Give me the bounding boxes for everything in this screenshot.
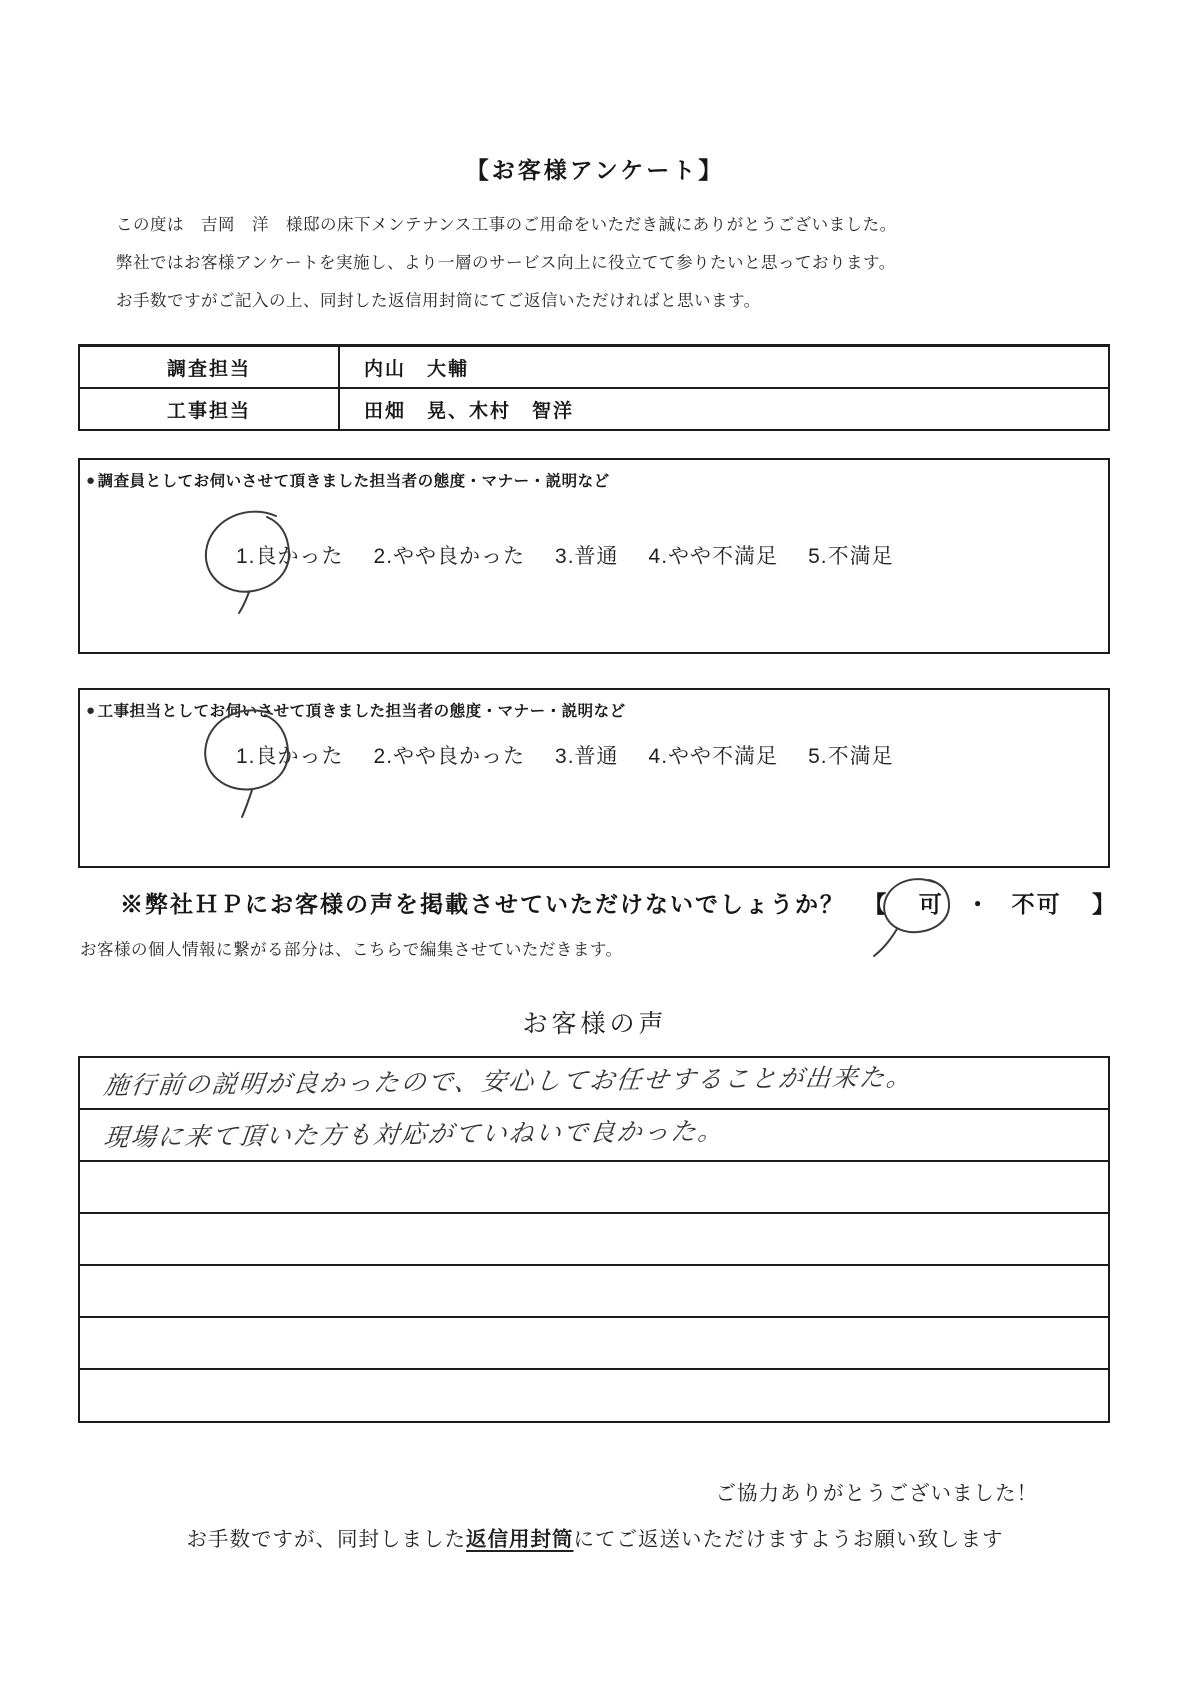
rating-option-2: 2.やや良かった <box>373 545 526 568</box>
voice-row-3 <box>80 1162 1108 1214</box>
rating-option-5: 5.不満足 <box>808 545 894 568</box>
question-box-survey-staff <box>78 458 1110 654</box>
handwritten-comment-line-2: 現場に来て頂いた方も対応がていねいで良かった。 <box>102 1116 727 1153</box>
voice-row-6 <box>80 1318 1108 1370</box>
hp-permission-note: お客様の個人情報に繋がる部分は、こちらで編集させていただきます。 <box>80 941 623 959</box>
hp-option-allow: 可 <box>918 891 944 917</box>
voice-comment-box <box>78 1056 1110 1423</box>
bracket-close: 】 <box>1091 891 1117 917</box>
voice-row-4 <box>80 1214 1108 1266</box>
intro-line-1: この度は 吉岡 洋 様邸の床下メンテナンス工事のご用命をいただき誠にありがとうございました。 <box>116 216 897 234</box>
rating-option-4: 4.やや不満足 <box>648 545 779 568</box>
intro-line-3: お手数ですがご記入の上、同封した返信用封筒にてご返信いただければと思います。 <box>116 292 761 310</box>
rating-option-5: 5.不満足 <box>808 745 894 768</box>
footer-request-text <box>0 1522 1190 1552</box>
staff-table <box>78 344 1110 431</box>
voice-section-heading: お客様の声 <box>522 1010 668 1038</box>
hp-question-text: ※弊社ＨＰにお客様の声を掲載させていただけないでしょうか？ <box>120 891 845 917</box>
voice-row-7 <box>80 1370 1108 1421</box>
voice-row-1 <box>80 1058 1108 1110</box>
staff-label-construction: 工事担当 <box>80 389 340 429</box>
rating-option-1: 1.良かった <box>236 745 344 768</box>
footer-request-underlined: 返信用封筒 <box>466 1528 574 1551</box>
handwritten-comment-line-1: 施行前の説明が良かったので、安心してお任せすることが出来た。 <box>102 1062 915 1101</box>
staff-label-survey: 調査担当 <box>80 347 340 387</box>
question-header <box>80 690 1108 721</box>
rating-option-1: 1.良かった <box>236 545 344 568</box>
bullet-icon: ● <box>86 471 96 489</box>
staff-value-survey: 内山 大輔 <box>364 358 470 380</box>
bullet-icon: ● <box>86 701 96 719</box>
question-header <box>80 460 1108 491</box>
rating-option-3: 3.普通 <box>555 545 619 568</box>
voice-row-2 <box>80 1110 1108 1162</box>
hp-permission-question <box>120 886 1117 919</box>
footer-request-prefix: お手数ですが、同封しました <box>186 1528 466 1551</box>
rating-options <box>236 540 894 570</box>
page-title: 【お客様アンケート】 <box>465 157 725 183</box>
voice-row-5 <box>80 1266 1108 1318</box>
rating-option-2: 2.やや良かった <box>373 745 526 768</box>
question-header-text: 調査員としてお伺いさせて頂きました担当者の態度・マナー・説明など <box>97 473 610 490</box>
hp-option-separator: ・ <box>966 891 992 917</box>
footer-thanks-text: ご協力ありがとうございました！ <box>715 1482 1038 1505</box>
rating-option-4: 4.やや不満足 <box>648 745 779 768</box>
rating-options <box>236 740 894 770</box>
question-box-construction-staff <box>78 688 1110 868</box>
bracket-open: 【 <box>863 891 889 917</box>
rating-option-3: 3.普通 <box>555 745 619 768</box>
question-header-text: 工事担当としてお伺いさせて頂きました担当者の態度・マナー・説明など <box>97 703 626 720</box>
hp-option-deny: 不可 <box>1011 891 1062 917</box>
table-row <box>80 387 1108 429</box>
footer-request-suffix: にてご返送いただけますようお願い致します <box>573 1528 1004 1551</box>
table-row <box>80 347 1108 387</box>
intro-paragraph <box>116 206 1110 320</box>
intro-line-2: 弊社ではお客様アンケートを実施し、より一層のサービス向上に役立てて参りたいと思っております。 <box>116 254 896 272</box>
staff-value-construction: 田畑 晃、木村 智洋 <box>364 400 575 422</box>
